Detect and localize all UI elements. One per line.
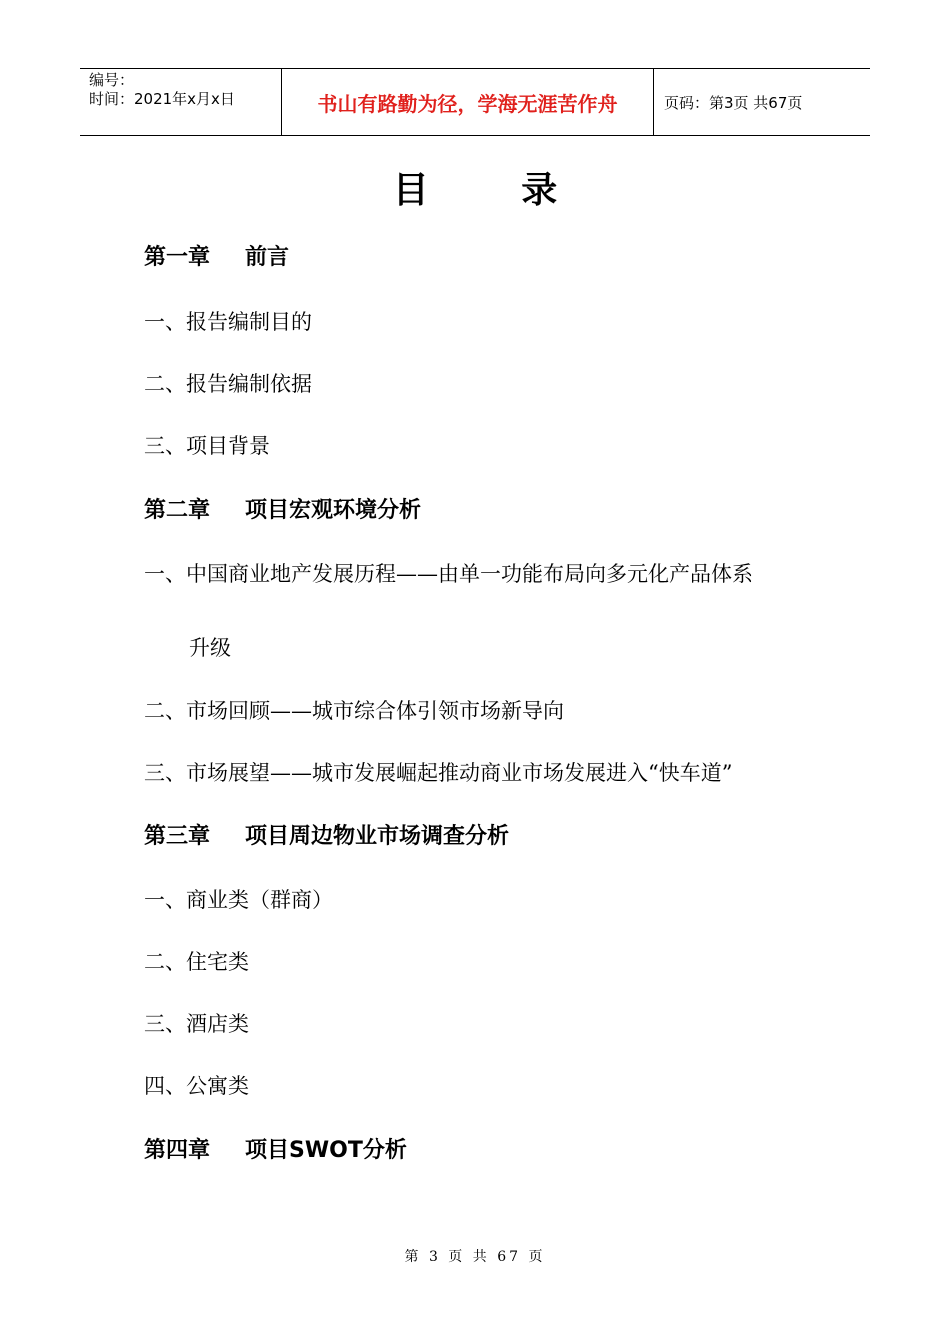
toc-item: 三、项目背景	[144, 434, 270, 458]
toc-chapter-2	[144, 493, 421, 524]
chapter-title: 前言	[245, 245, 290, 270]
toc-chapter-1	[144, 240, 289, 271]
chapter-number: 第一章	[144, 245, 211, 270]
chapter-number: 第四章	[144, 1138, 211, 1163]
toc-item: 一、中国商业地产发展历程——由单一功能布局向多元化产品体系	[144, 562, 753, 586]
toc-chapter-3	[144, 819, 509, 850]
document-date: 时间：2021年x月x日	[89, 90, 235, 108]
toc-item: 二、市场回顾——城市综合体引领市场新导向	[144, 699, 564, 723]
toc-item: 二、报告编制依据	[144, 372, 312, 396]
toc-item: 二、住宅类	[144, 950, 249, 974]
document-number-label: 编号：	[89, 71, 135, 89]
header-page-info: 页码：第3页 共67页	[664, 93, 803, 112]
chapter-title: 项目SWOT分析	[245, 1138, 407, 1163]
toc-title: 目 录	[392, 170, 598, 211]
toc-item: 三、市场展望——城市发展崛起推动商业市场发展进入“快车道”	[144, 761, 733, 785]
toc-item-continuation: 升级	[189, 636, 231, 660]
header-motto: 书山有路勤为径，学海无涯苦作舟	[281, 69, 654, 135]
toc-item: 三、酒店类	[144, 1012, 249, 1036]
header-meta	[80, 69, 281, 135]
toc-item: 一、报告编制目的	[144, 310, 312, 334]
toc-chapter-4	[144, 1133, 407, 1164]
chapter-title: 项目周边物业市场调查分析	[245, 824, 510, 849]
toc-item: 一、商业类（群商）	[144, 888, 333, 912]
page-header	[80, 68, 870, 136]
chapter-title: 项目宏观环境分析	[245, 498, 422, 523]
chapter-number: 第二章	[144, 498, 211, 523]
page-footer: 第 3 页 共 67 页	[404, 1249, 546, 1265]
toc-item: 四、公寓类	[144, 1074, 249, 1098]
chapter-number: 第三章	[144, 824, 211, 849]
